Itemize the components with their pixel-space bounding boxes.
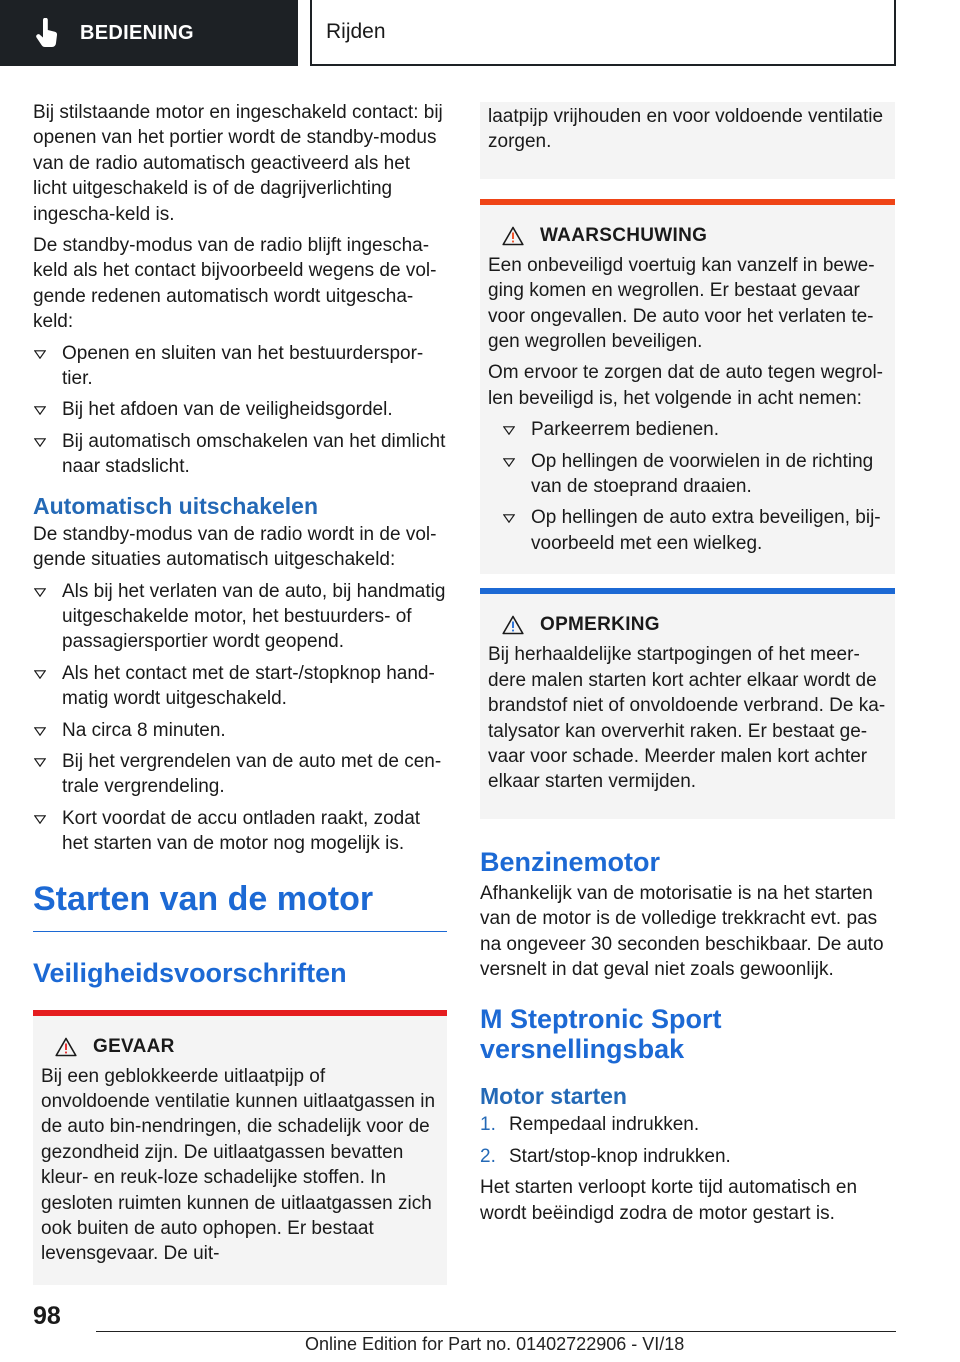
triangle-bullet-icon xyxy=(34,406,46,415)
start-final-text: Het starten verloopt korte tijd automatisch en wordt beëindigd zodra de motor gestart is. xyxy=(480,1177,858,1224)
chapter-label: Rijden xyxy=(326,20,386,43)
triangle-bullet-icon xyxy=(503,426,515,435)
petrol-heading: Benzinemotor xyxy=(480,846,661,877)
list-item: Bij het afdoen van de veiligheidsgordel. xyxy=(33,397,447,422)
warning-triangle-icon xyxy=(55,1037,77,1057)
list-item: Op hellingen de auto extra beveiligen, bij-voorbeeld met een wielkeg. xyxy=(502,505,887,556)
danger-title: GEVAAR xyxy=(55,1036,439,1058)
footer-divider xyxy=(96,1331,896,1332)
triangle-bullet-icon xyxy=(34,350,46,359)
danger-box xyxy=(33,1010,447,1285)
triangle-bullet-icon xyxy=(34,438,46,447)
note-title: OPMERKING xyxy=(502,614,887,636)
hand-pointer-icon xyxy=(34,18,60,48)
triangle-bullet-icon xyxy=(503,514,515,523)
safety-heading: Veiligheidsvoorschriften xyxy=(33,957,347,988)
auto-off-paragraph: De standby-modus van de radio wordt in de vol-gende situaties automatisch uitgeschakeld: xyxy=(33,523,437,571)
list-item: Na circa 8 minuten. xyxy=(33,718,447,743)
intro-paragraph-2: De standby-modus van de radio blijft ingescha-keld als het contact bijvoorbeeld wegens de vol-gende redenen automatisch wordt uitgescha-keld: xyxy=(33,235,437,333)
right-column xyxy=(480,102,895,1232)
section-tab xyxy=(0,0,298,66)
left-column xyxy=(33,100,447,1285)
petrol-text: Afhankelijk van de motorisatie is na het starten van de motor is de volledige trekkracht evt. pas na ongeveer 30 seconden beschikbaar. De auto versnelt in dat geval niet zoals gewoonlijk. xyxy=(480,882,884,980)
danger-text: Bij een geblokkeerde uitlaatpijp of onvoldoende ventilatie kunnen uitlaatgassen in de auto bin-nendringen, die schadelijk voor de gezondheid zijn. De uitlaatgassen bevatten kleur- en reuk-loze schadelijke stoffen. In gesloten ruimten kunnen de uitlaatgassen zich ook buiten de auto ophopen. Er bestaat levensgevaar. De uit- xyxy=(41,1065,436,1265)
chapter-tab xyxy=(310,0,896,66)
list-item: Parkeerrem bedienen. xyxy=(502,417,887,442)
triangle-bullet-icon xyxy=(34,670,46,679)
warning-title: WAARSCHUWING xyxy=(502,225,887,247)
note-box xyxy=(480,588,895,818)
standby-conditions-list xyxy=(33,341,447,480)
list-item: Op hellingen de voorwielen in de richting van de stoeprand draaien. xyxy=(502,449,887,500)
list-item: Als het contact met de start-/stopknop hand-matig wordt uitgeschakeld. xyxy=(33,661,447,712)
warning-paragraph-1: Een onbeveiligd voertuig kan vanzelf in bewe-ging komen en wegrollen. Er bestaat gevaar voor ongevallen. De auto voor het verlaten te-gen wegrollen beveiligen. xyxy=(488,254,875,353)
warning-triangle-icon xyxy=(502,615,524,635)
triangle-bullet-icon xyxy=(34,727,46,736)
triangle-bullet-icon xyxy=(34,758,46,767)
warning-paragraph-2: Om ervoor te zorgen dat de auto tegen wegrol-len beveiligd is, het volgende in acht nemen: xyxy=(488,362,884,409)
danger-box-continued xyxy=(480,102,895,179)
start-heading: Motor starten xyxy=(480,1083,627,1110)
list-item: Bij automatisch omschakelen van het dimlicht naar stadslicht. xyxy=(33,429,447,480)
auto-off-list xyxy=(33,579,447,857)
warning-box xyxy=(480,199,895,574)
page-header xyxy=(0,0,960,66)
note-text: Bij herhaaldelijke startpogingen of het meer-dere malen starten kort achter elkaar wordt de brandstof niet of onvoldoende verbrand. De ka-talysator kan oververhit raken. Er bestaat ge-vaar voor schade. Meerder malen kort achter elkaar starten vermijden. xyxy=(488,644,886,793)
page-number: 98 xyxy=(33,1302,61,1330)
list-item: Openen en sluiten van het bestuurderspor-tier. xyxy=(33,341,447,392)
list-item: Als bij het verlaten van de auto, bij handmatig uitgeschakelde motor, het bestuurders- of passagiersportier wordt geopend. xyxy=(33,579,447,655)
edition-text: Online Edition for Part no. 01402722906 - VI/18 xyxy=(305,1334,685,1354)
list-item: 1. Rempedaal indrukken. xyxy=(480,1114,700,1136)
gearbox-heading: M Steptronic Sport versnellingsbak xyxy=(480,1004,722,1065)
main-heading: Starten van de motor xyxy=(33,879,447,932)
warning-triangle-icon xyxy=(502,226,524,246)
intro-paragraph-1: Bij stilstaande motor en ingeschakeld contact: bij openen van het portier wordt de standby-modus van de radio automatisch geactiveerd als het licht uitgeschakeld is of de dagrijverlichting ingescha-keld is. xyxy=(33,102,443,225)
start-steps-list xyxy=(480,1112,895,1169)
list-item: Bij het vergrendelen van de auto met de cen-trale vergrendeling. xyxy=(33,749,447,800)
warning-list xyxy=(502,417,887,556)
list-item: Kort voordat de accu ontladen raakt, zodat het starten van de motor nog mogelijk is. xyxy=(33,806,447,857)
auto-off-heading: Automatisch uitschakelen xyxy=(33,492,319,519)
triangle-bullet-icon xyxy=(503,458,515,467)
section-label: BEDIENING xyxy=(80,21,194,44)
danger-text-continued: laatpijp vrijhouden en voor voldoende ventilatie zorgen. xyxy=(488,106,884,153)
list-item: 2. Start/stop-knop indrukken. xyxy=(480,1145,731,1167)
triangle-bullet-icon xyxy=(34,815,46,824)
triangle-bullet-icon xyxy=(34,588,46,597)
